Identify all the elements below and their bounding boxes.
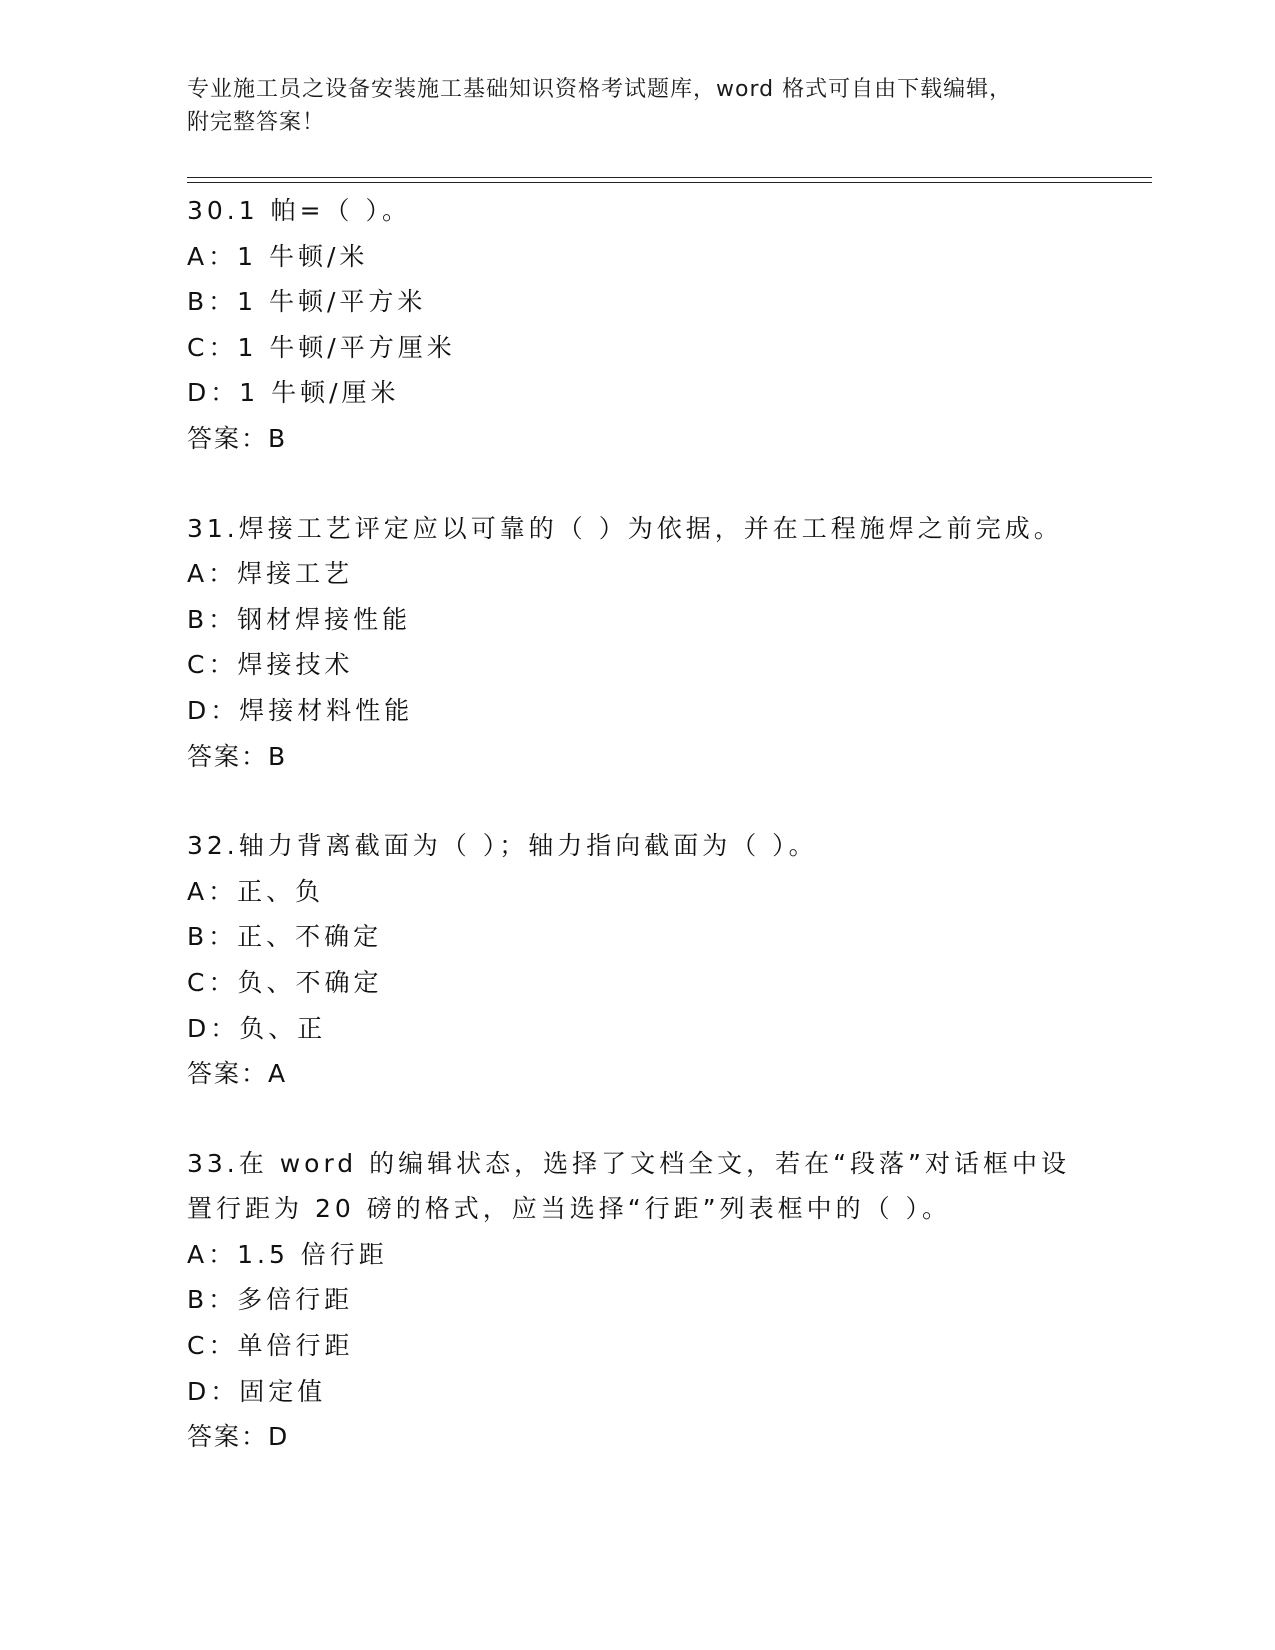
option-b: B：多倍行距 <box>187 1285 354 1315</box>
question-spacer <box>187 1097 1087 1141</box>
header-divider-bottom <box>187 182 1152 183</box>
option-d: D：固定值 <box>187 1376 327 1406</box>
option-c: C：焊接技术 <box>187 650 354 680</box>
question-stem-line-2: 置行距为 20 磅的格式，应当选择“行距”列表框中的（ ）。 <box>187 1194 952 1224</box>
document-header <box>187 73 1067 139</box>
question-block <box>187 1141 1087 1460</box>
option-c: C：1 牛顿/平方厘米 <box>187 332 456 362</box>
question-block <box>187 823 1087 1097</box>
option-c: C：单倍行距 <box>187 1331 354 1361</box>
answer-line: 答案：D <box>187 1422 290 1452</box>
option-a: A：1.5 倍行距 <box>187 1239 388 1269</box>
option-a: A：焊接工艺 <box>187 559 354 589</box>
header-divider-top <box>187 177 1152 178</box>
option-b: B：1 牛顿/平方米 <box>187 287 427 317</box>
option-a: A：正、负 <box>187 876 325 906</box>
question-stem: 32.轴力背离截面为（ ）；轴力指向截面为（ ）。 <box>187 831 818 861</box>
question-spacer <box>187 779 1087 823</box>
answer-line: 答案：A <box>187 1059 288 1089</box>
option-d: D：1 牛顿/厘米 <box>187 378 400 408</box>
question-block <box>187 506 1087 780</box>
option-b: B：正、不确定 <box>187 922 383 952</box>
question-stem: 31.焊接工艺评定应以可靠的（ ）为依据，并在工程施焊之前完成。 <box>187 513 1063 543</box>
question-list <box>187 188 1087 1460</box>
answer-line: 答案：B <box>187 423 288 453</box>
option-c: C：负、不确定 <box>187 967 383 997</box>
option-a: A：1 牛顿/米 <box>187 241 369 271</box>
option-d: D：负、正 <box>187 1013 327 1043</box>
question-block <box>187 188 1087 462</box>
header-line-2: 附完整答案！ <box>187 110 326 135</box>
question-stem: 30.1 帕=（ ）。 <box>187 196 412 225</box>
option-d: D：焊接材料性能 <box>187 695 414 725</box>
answer-line: 答案：B <box>187 741 288 771</box>
header-line-1: 专业施工员之设备安装施工基础知识资格考试题库，word 格式可自由下载编辑， <box>187 77 1013 102</box>
option-b: B：钢材焊接性能 <box>187 604 412 634</box>
question-spacer <box>187 462 1087 506</box>
question-stem-line-1: 33.在 word 的编辑状态，选择了文档全文，若在“段落”对话框中设 <box>187 1148 1071 1178</box>
